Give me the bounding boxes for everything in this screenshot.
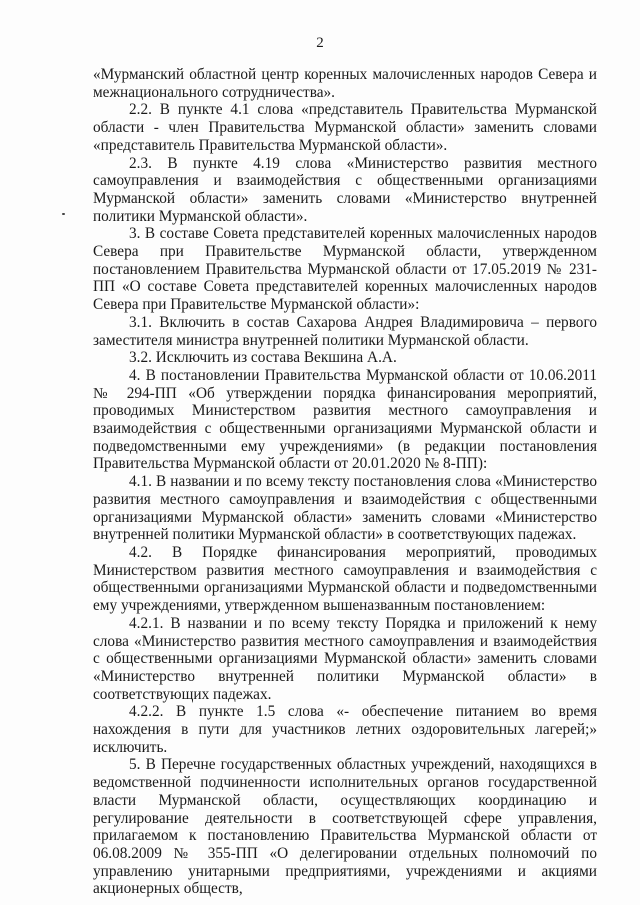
paragraph-4-2-2: 4.2.2. В пункте 1.5 слова «- обеспечение питанием во время нахождения в пути для участников летних оздоровительных лагерей;» исключить. [93, 703, 597, 756]
paragraph-4: 4. В постановлении Правительства Мурманской области от 10.06.2011 № 294-ПП «Об утверждении порядка финансирования мероприятий, проводимых Министерством развития местного самоуправления и взаимодействия с общественными организациями Мурманской области и подведомственными ему учреждениями» (в редакции постановления Правительства Мурманской области от 20.01.2020 № 8-ПП): [93, 366, 597, 473]
scan-artifact [62, 213, 65, 215]
paragraph-continuation: «Мурманский областной центр коренных малочисленных народов Севера и межнационального сотрудничества». [93, 66, 597, 101]
paragraph-5: 5. В Перечне государственных областных учреждений, находящихся в ведомственной подчиненности исполнительных органов государственной власти Мурманской области, осуществляющих координацию и регулирование деятельности в соответствующей сфере управления, прилагаемом к постановлению Правительства Мурманской области от 06.08.2009 № 355-ПП «О делегировании отдельных полномочий по управлению унитарными предприятиями, учреждениями и акциями акционерных обществ, [93, 756, 597, 898]
paragraph-3-2: 3.2. Исключить из состава Векшина А.А. [129, 349, 397, 367]
paragraph-4-2: 4.2. В Порядке финансирования мероприятий, проводимых Министерством развития местного самоуправления и взаимодействия с общественными организациями Мурманской области и подведомственными ему учреждениями, утвержденном вышеназванным постановлением: [93, 543, 597, 615]
paragraph-3: 3. В составе Совета представителей коренных малочисленных народов Севера при Правительстве Мурманской области, утвержденном постановлением Правительства Мурманской области от 17.05.2019 № 231-ПП «О составе Совета представителей коренных малочисленных народов Севера при Правительстве Мурманской области»: [93, 225, 597, 314]
paragraph-2-2: 2.2. В пункте 4.1 слова «представитель Правительства Мурманской области - член Правительства Мурманской области» заменить словами «представитель Правительства Мурманской области». [93, 101, 597, 154]
paragraph-4-1: 4.1. В названии и по всему тексту постановления слова «Министерство развития местного самоуправления и взаимодействия с общественными организациями Мурманской области» заменить словами «Министерство внутренней политики Мурманской области» в соответствующих падежах. [93, 473, 597, 544]
document-body [93, 66, 597, 898]
page-number: 2 [316, 35, 324, 51]
paragraph-2-3: 2.3. В пункте 4.19 слова «Министерство развития местного самоуправления и взаимодействия с общественными организациями Мурманской области» заменить словами «Министерство внутренней политики Мурманской области». [93, 154, 597, 225]
paragraph-4-2-1: 4.2.1. В названии и по всему тексту Порядка и приложений к нему слова «Министерство развития местного самоуправления и взаимодействия с общественными организациями Мурманской области» заменить словами «Министерство внутренней политики Мурманской области» в соответствующих падежах. [93, 614, 597, 703]
paragraph-3-1: 3.1. Включить в состав Сахарова Андрея Владимировича – первого заместителя министра внутренней политики Мурманской области. [93, 313, 597, 349]
